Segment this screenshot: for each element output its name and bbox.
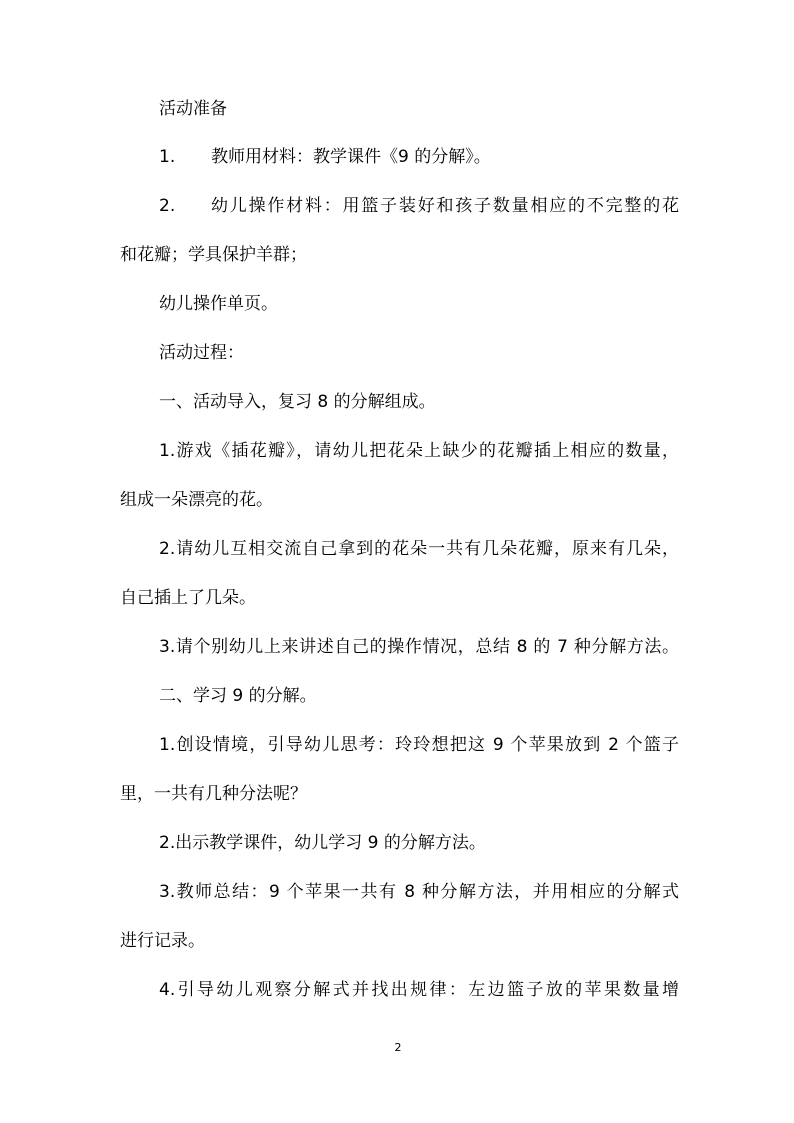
list-item-2-text-line3: 幼儿操作单页。 xyxy=(159,294,278,314)
list-item-1-number: 1. xyxy=(159,147,176,167)
section-1-title: 一、活动导入，复习 8 的分解组成。 xyxy=(159,392,436,412)
section-2-title: 二、学习 9 的分解。 xyxy=(159,686,317,706)
section-1-paragraph-2-line2: 自己插上了几朵。 xyxy=(120,588,256,608)
section-1-paragraph-3-line1: 3.请个别幼儿上来讲述自己的操作情况，总结 8 的 7 种分解方法。 xyxy=(159,637,679,657)
section-2-paragraph-3-line1: 3.教师总结：9 个苹果一共有 8 种分解方法，并用相应的分解式 xyxy=(159,882,679,902)
list-item-1-text: 教师用材料：教学课件《9 的分解》。 xyxy=(211,147,491,167)
page-number: 2 xyxy=(394,1041,402,1054)
list-item-2-text-line1: 幼儿操作材料：用篮子装好和孩子数量相应的不完整的花 xyxy=(211,196,679,216)
section-2-paragraph-3-line2: 进行记录。 xyxy=(120,931,205,951)
section-1-paragraph-2-line1: 2.请幼儿互相交流自己拿到的花朵一共有几朵花瓣，原来有几朵， xyxy=(159,539,679,559)
list-item-2-text-line2: 和花瓣；学具保护羊群； xyxy=(120,245,307,265)
heading-activity-process: 活动过程： xyxy=(159,343,244,363)
heading-activity-prep: 活动准备 xyxy=(159,99,227,119)
section-1-paragraph-1-line2: 组成一朵漂亮的花。 xyxy=(120,490,273,510)
section-2-paragraph-4-line1: 4.引导幼儿观察分解式并找出规律：左边篮子放的苹果数量增 xyxy=(159,980,679,1000)
section-2-paragraph-2-line1: 2.出示教学课件，幼儿学习 9 的分解方法。 xyxy=(159,833,486,853)
section-1-paragraph-1-line1: 1.游戏《插花瓣》，请幼儿把花朵上缺少的花瓣插上相应的数量， xyxy=(159,441,679,461)
section-2-paragraph-1-line1: 1.创设情境，引导幼儿思考：玲玲想把这 9 个苹果放到 2 个篮子 xyxy=(159,735,679,755)
list-item-2-number: 2. xyxy=(159,196,176,216)
section-2-paragraph-1-line2: 里，一共有几种分法呢？ xyxy=(120,784,307,804)
